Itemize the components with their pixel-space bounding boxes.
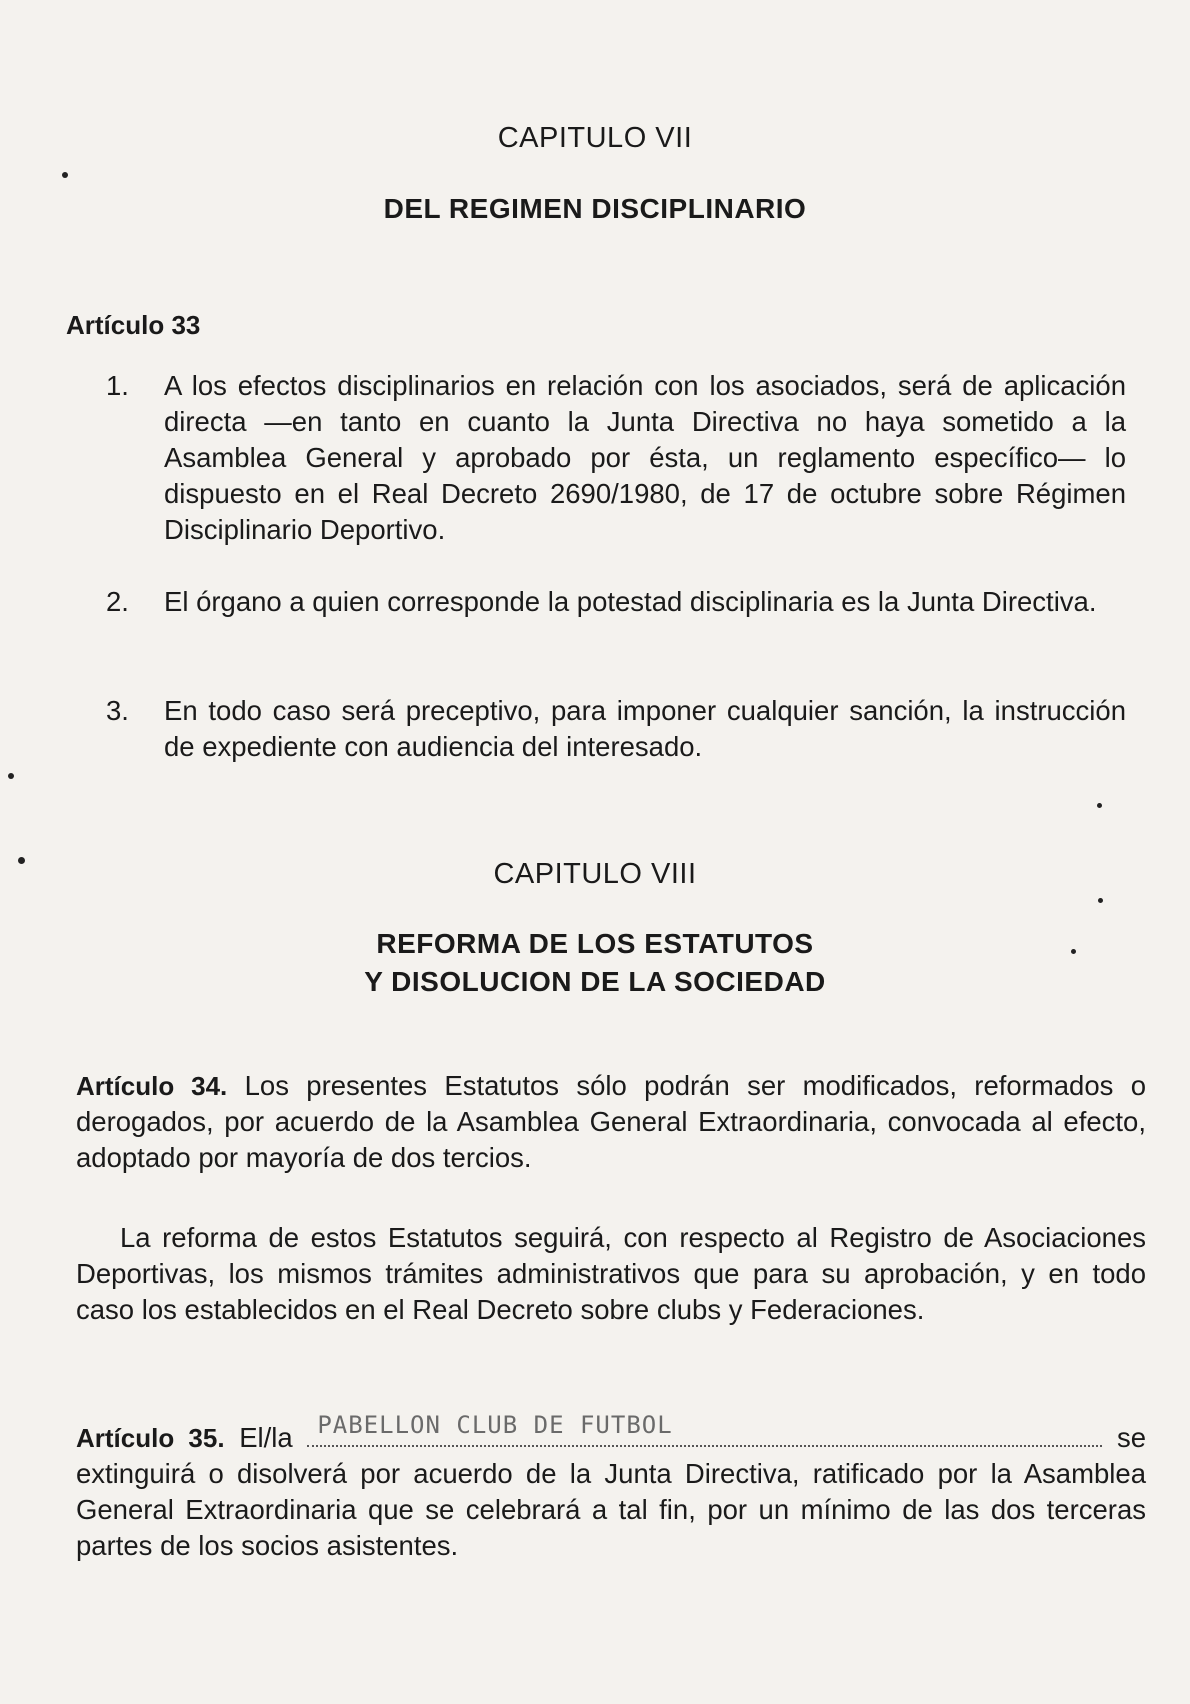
paper-speck <box>1097 803 1102 808</box>
article-34-text: Los presentes Estatutos sólo podrán ser modificados, reformados o derogados, por acuerdo de la Asamblea General Extraordinaria, convocada al efecto, adoptado por mayoría de dos tercios. <box>76 1070 1146 1173</box>
item-number: 2. <box>106 586 129 617</box>
item-text: El órgano a quien corresponde la potestad disciplinaria es la Junta Directiva. <box>164 586 1097 617</box>
article-34-paragraph-2: La reforma de estos Estatutos seguirá, con respecto al Registro de Asociaciones Deportivas, los mismos trámites administrativos que para su aprobación, y en todo caso los establecidos en el Real Decreto sobre clubs y Federaciones. <box>76 1222 1146 1325</box>
item-number: 3. <box>106 695 129 726</box>
chapter-8-label: CAPITULO VIII <box>493 858 697 890</box>
paper-speck <box>62 172 68 178</box>
paper-speck <box>1098 898 1103 903</box>
paper-speck <box>18 857 25 864</box>
club-name-field <box>307 1411 1102 1447</box>
article-33-item-1 <box>106 368 1126 548</box>
item-text: En todo caso será preceptivo, para imponer cualquier sanción, la instrucción de expediente con audiencia del interesado. <box>164 695 1126 762</box>
article-33-title: Artículo 33 <box>66 310 201 340</box>
item-number: 1. <box>106 370 129 401</box>
chapter-8-heading-line-2: Y DISOLUCION DE LA SOCIEDAD <box>364 966 826 997</box>
article-35-prefix: El/la <box>239 1422 293 1453</box>
club-name-typed: PABELLON CLUB DE FUTBOL <box>317 1411 673 1439</box>
chapter-8-heading-line-1: REFORMA DE LOS ESTATUTOS <box>376 928 814 959</box>
item-text: A los efectos disciplinarios en relación con los asociados, será de aplicación directa —en tanto en cuanto la Junta Directiva no haya sometido a la Asamblea General y aprobado por ésta, un reglamento específico— lo dispuesto en el Real Decreto 2690/1980, de 17 de octubre sobre Régimen Disciplinario Deportivo. <box>164 370 1126 545</box>
chapter-7-label: CAPITULO VII <box>497 122 693 154</box>
article-34-title: Artículo 34. <box>76 1071 228 1101</box>
article-33-item-2 <box>106 584 1126 620</box>
paper-speck <box>8 773 14 779</box>
article-35-title: Artículo 35. <box>76 1423 225 1453</box>
chapter-7-heading: DEL REGIMEN DISCIPLINARIO <box>383 193 807 224</box>
article-34-paragraph <box>76 1068 1146 1176</box>
article-33-item-3 <box>106 693 1126 765</box>
paper-speck <box>1071 949 1076 954</box>
article-35-text: se extinguirá o disolverá por acuerdo de la Junta Directiva, ratificado por la Asamblea General Extraordinaria que se celebrará a tal fin, por un mínimo de las dos terceras partes de los socios asistentes. <box>76 1422 1146 1561</box>
article-35-paragraph <box>76 1411 1146 1564</box>
